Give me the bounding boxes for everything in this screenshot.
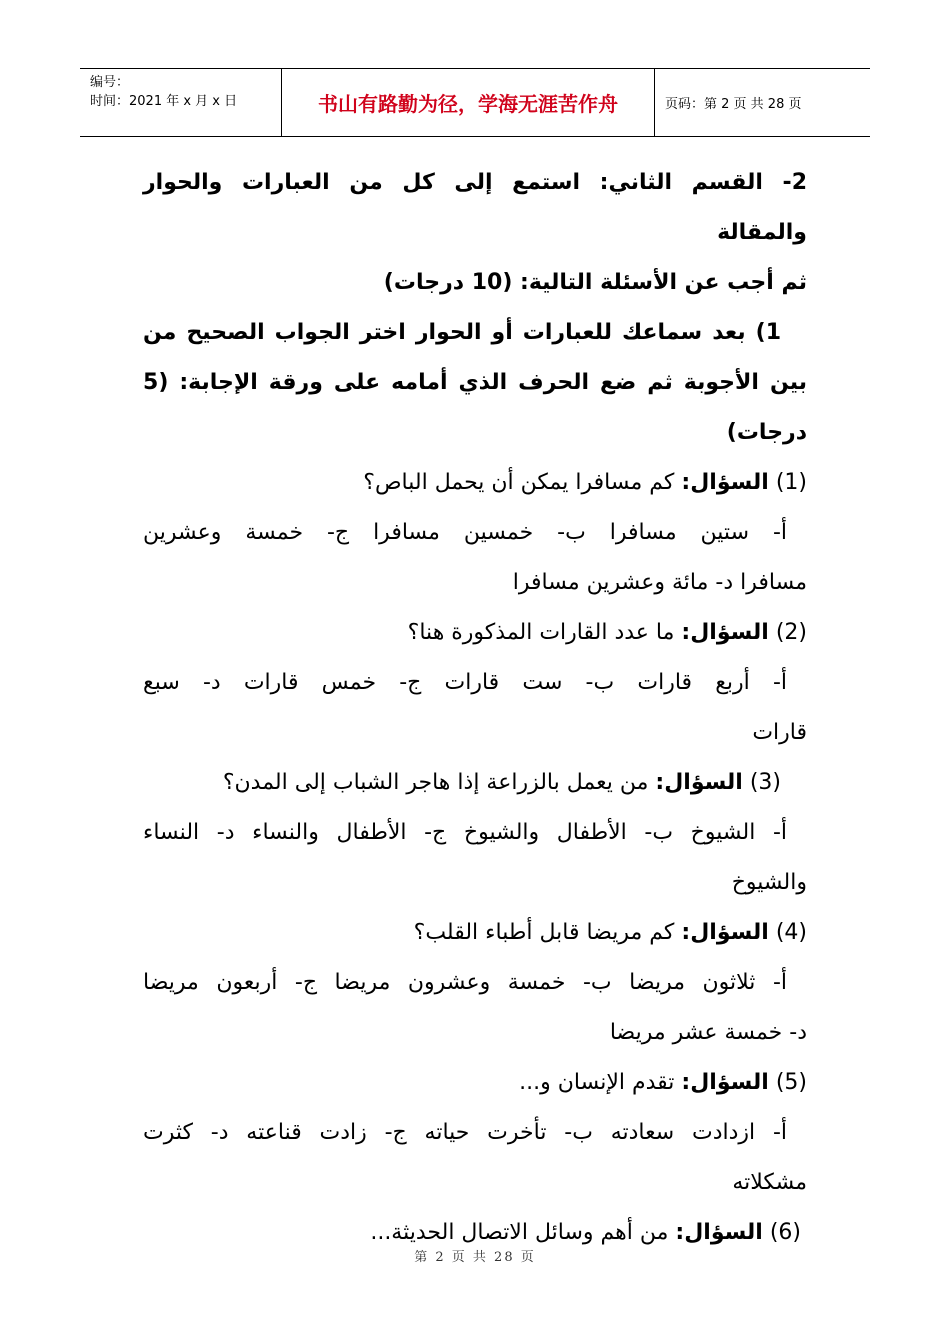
question-number: (4) bbox=[775, 920, 807, 945]
question-label: السؤال: bbox=[681, 620, 769, 645]
question-number: (1) bbox=[775, 470, 807, 495]
question-1-options-line-2: مسافرا د- مائة وعشرين مسافرا bbox=[512, 570, 807, 595]
question-label: السؤال: bbox=[655, 770, 743, 795]
question-number: (3) bbox=[749, 770, 781, 795]
question-4 bbox=[143, 908, 807, 958]
question-number: (5) bbox=[775, 1070, 807, 1095]
instruction-line-2: بين الأجوبة ثم ضع الحرف الذي أمامه على ورقة الإجابة: (5 bbox=[143, 370, 807, 395]
question-text: ما عدد القارات المذكورة هنا؟ bbox=[407, 620, 675, 645]
question-number: (6) bbox=[769, 1220, 801, 1245]
question-label: السؤال: bbox=[681, 920, 769, 945]
question-4-options-line-2: د- خمسة عشر مريضا bbox=[609, 1020, 807, 1045]
question-text: من يعمل بالزراعة إذا هاجر الشباب إلى المدن؟ bbox=[222, 770, 649, 795]
question-text: كم مسافرا يمكن أن يحمل الباص؟ bbox=[363, 470, 675, 495]
question-3-options-line-2: والشيوخ bbox=[731, 870, 807, 895]
header-page-info: 页码：第 2 页 共 28 页 bbox=[665, 97, 802, 112]
question-text: كم مريضا قابل أطباء القلب؟ bbox=[413, 920, 675, 945]
question-2 bbox=[143, 608, 807, 658]
page-footer: 第 2 页 共 28 页 bbox=[414, 1250, 536, 1265]
question-label: السؤال: bbox=[675, 1220, 763, 1245]
instruction-line-3: درجات) bbox=[726, 420, 807, 445]
question-label: السؤال: bbox=[681, 1070, 769, 1095]
serial-label: 编号： bbox=[90, 75, 130, 90]
question-2-options-line-2: قارات bbox=[752, 720, 807, 745]
question-5-options-line-1: أ- ازدادت سعادته ب- تأخرت حياته ج- زادت قناعته د- كثرت bbox=[143, 1120, 787, 1145]
header-motto: 书山有路勤为径，学海无涯苦作舟 bbox=[282, 69, 655, 136]
question-text: تقدم الإنسان و... bbox=[519, 1070, 675, 1095]
page-header bbox=[80, 68, 870, 137]
section-title-line-2: ثم أجب عن الأسئلة التالية: (10 درجات) bbox=[383, 270, 807, 295]
question-4-options-line-1: أ- ثلاثون مريضا ب- خمسة وعشرون مريضا ج- أربعون مريضا bbox=[143, 970, 787, 995]
question-text: من أهم وسائل الاتصال الحديثة... bbox=[370, 1220, 669, 1245]
question-2-options-line-1: أ- أربع قارات ب- ست قارات ج- خمس قارات د- سبع bbox=[143, 670, 787, 695]
instruction-line-1: 1) بعد سماعك للعبارات أو الحوار اختر الجواب الصحيح من bbox=[143, 320, 781, 345]
document-body bbox=[143, 158, 807, 1258]
question-label: السؤال: bbox=[681, 470, 769, 495]
header-meta bbox=[80, 69, 282, 136]
time-label: 时间：2021 年 x 月 x 日 bbox=[90, 94, 238, 109]
section-title-line-1: 2- القسم الثاني: استمع إلى كل من العبارات والحوار والمقالة bbox=[143, 170, 807, 245]
question-3-options-line-1: أ- الشيوخ ب- الأطفال والشيوخ ج- الأطفال والنساء د- النساء bbox=[143, 820, 787, 845]
question-5-options-line-2: مشكلاته bbox=[732, 1170, 807, 1195]
question-5 bbox=[143, 1058, 807, 1108]
question-1 bbox=[143, 458, 807, 508]
question-number: (2) bbox=[775, 620, 807, 645]
question-1-options-line-1: أ- ستين مسافرا ب- خمسين مسافرا ج- خمسة وعشرين bbox=[143, 520, 787, 545]
question-3 bbox=[143, 758, 807, 808]
